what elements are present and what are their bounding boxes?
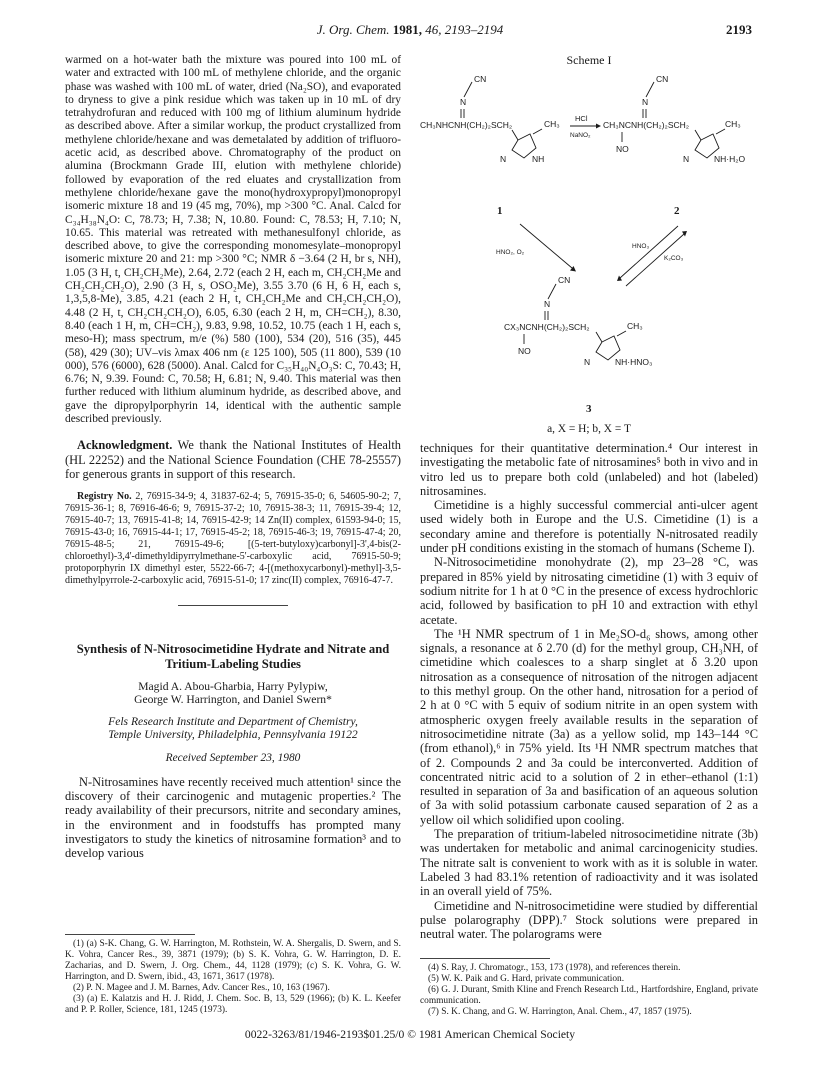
reagent-hcl: HCl	[575, 114, 588, 123]
reaction-scheme	[420, 54, 758, 437]
nitrogen-label: N	[584, 357, 591, 367]
nitroso-label: NO	[616, 144, 629, 154]
compound-3-structure	[504, 275, 652, 415]
nh-label: NH	[532, 154, 545, 164]
scheme-caption: a, X = H; b, X = T	[547, 423, 631, 435]
body-paragraph: The ¹H NMR spectrum of 1 in Me₂SO-d₆ shows, among other signals, a resonance at δ 2.70 (d) for the methyl group, CH₃NH, of cimetidine which coalesces to a sharp singlet at δ 3.20 upon nitrosation as a consequence of nitrosation of the nitrogen adjacent to this methyl group. On the other hand, nitrosation for a period of 2 h at 0 °C with 5 equiv of sodium nitrite in an open system with atmospheric oxygen freely available results in the separation of nitrosocimetidine nitrate (3a) as a yellow solid, mp 143–144 °C (from ethanol),⁶ in 75% yield. Its ¹H NMR spectrum matches that of 2. Compounds 2 and 3a could be interconverted. Addition of concentrated nitric acid to a solution of 2 in ether–ethanol (1:1) resulted in separation of 3a and basification of an aqueous solution of 3a with solid potassium carbonate caused separation of 2 as a yellow oil which solidified upon cooling.	[420, 626, 758, 827]
footnote-divider	[420, 958, 550, 959]
footnote: (5) W. K. Paik and G. Hard, private communication.	[428, 974, 625, 984]
authors-line: George W. Harrington, and Daniel Swern*	[134, 693, 332, 707]
footnote: (6) G. J. Durant, Smith Kline and French Research Ltd., Hartfordshire, England, private communication.	[420, 985, 758, 1006]
nitrogen-label: N	[500, 154, 507, 164]
nitroso-label: NO	[518, 346, 531, 356]
hydrate-label: NH·H₂O	[714, 154, 746, 164]
body-paragraph: techniques for their quantitative determination.⁴ Our interest in investigating the metabolic fate of nitrosamines⁵ both in vivo and in vitro led us to prepare both cold (unlabeled) and hot (labeled) nitrosamines.	[420, 441, 758, 498]
nitrogen-label: N	[683, 154, 690, 164]
received-date: Received September 23, 1980	[165, 751, 301, 764]
footnote: (2) P. N. Magee and J. M. Barnes, Adv. Cancer Res., 10, 163 (1967).	[73, 983, 330, 993]
footnote: (4) S. Ray, J. Chromatogr., 153, 173 (1978), and references therein.	[428, 963, 681, 973]
side-chain-label: CX₃NCNH(CH₂)₂SCH₂	[504, 322, 590, 332]
intro-paragraph: N-Nitrosamines have recently received much attention¹ since the discovery of their carcinogenic and mutagenic properties.² The ready availability of their precursors, nitrite and secondary amines, in the environment and in foodstuffs has prompted many investigators to study the kinetics of nitrosamine formation³ and to develop various	[65, 774, 401, 861]
section-divider	[178, 605, 288, 606]
compound-1-label: 1	[497, 205, 503, 217]
arrow-2-3-interconversion	[617, 226, 687, 286]
registry-text: 2, 76915-34-9; 4, 31837-62-4; 5, 76915-35-0; 6, 54605-90-2; 7, 76915-36-1; 8, 76916-46-6; 9, 76915-37-2; 10, 76915-38-3; 11, 76915-39-4; 12, 76915-40-7; 13, 76915-41-8; 14, 76915-42-9; 14 Zn(II) complex, 61593-94-0; 15, 76915-43-0; 16, 76915-44-1; 17, 76915-45-2; 18, 76915-46-3; 19, 76915-47-4; 20, 76915-48-5; 21, 76915-49-6; [(5-tert-butyloxy)carbonyl]-3',4-bis(2-chloroethyl)-3,4'-dimethyldipyrrylmethane-5'-carboxylic acid, 76915-50-9; protoporphyrin IX dimethyl ester, 5522-66-7; 4-[(methoxycarbonyl)-methyl]-3,5-dimethylpyrrole-2-carboxylic acid, 76915-51-0; 17 zinc(II) complex, 76916-47-7.	[65, 490, 402, 586]
body-paragraph: Cimetidine is a highly successful commercial anti-ulcer agent used widely both in Europe and the U.S. Cimetidine (1) is a secondary amine and therefore is potentially N-nitrosated readily under pH conditions existing in the stomach of humans (Scheme I).	[420, 498, 758, 556]
affiliation-line: Fels Research Institute and Department of Chemistry,	[108, 714, 358, 728]
affiliation	[65, 715, 401, 742]
scheme-drawing	[420, 54, 758, 437]
reagent-hno3: HNO₃	[632, 243, 650, 250]
left-column	[65, 54, 401, 861]
footnote: (7) S. K. Chang, and G. W. Harrington, Anal. Chem., 47, 1857 (1975).	[428, 1007, 692, 1017]
scheme-title: Scheme I	[566, 53, 612, 67]
authors-line: Magid A. Abou-Gharbia, Harry Pylypiw,	[138, 679, 328, 693]
footnote: (3) (a) E. Kalatzis and H. J. Ridd, J. Chem. Soc. B, 13, 529 (1966); (b) K. L. Keefer and P. P. Roller, Science, 181, 1245 (1973).	[65, 994, 401, 1015]
ack-text: We thank the National Institutes of Health (HL 22252) and the National Science Foundation (CHE 78-25557) for generous grants in support of this research.	[65, 438, 402, 481]
registry-numbers	[65, 491, 401, 587]
compound-2-label: 2	[674, 205, 680, 217]
acknowledgment	[65, 438, 401, 481]
article-intro	[65, 775, 401, 861]
journal-volume: 46,	[425, 22, 442, 37]
arrow-1-to-2	[570, 114, 601, 139]
page-footer: 0022-3263/81/1946-2193$01.25/0 © 1981 American Chemical Society	[244, 1028, 576, 1041]
methyl-label: CH₃	[544, 119, 560, 129]
compound-1-structure	[420, 74, 560, 217]
side-chain-label: CH₃NHCNH(CH₂)₂SCH₂	[420, 120, 513, 130]
nitrate-salt-label: NH·HNO₃	[615, 357, 653, 367]
experimental-continuation: warmed on a hot-water bath the mixture was poured into 100 mL of water and extracted with 100 mL of methylene chloride, and the organic phase was washed with 100 mL of water, dried (Na₂SO), and evaporated to dryness to give a pink residue which was taken up in 10 mL of dry tetrahydrofuran and reduced with 100 mg of lithium aluminum hydride as described above. After a similar workup, the product crystallized from methylene chloride/hexane and was demetalated by addition of trifluoro-acetic acid, as described above. Chromatography of the product on alumina (Brockmann Grade III, elution with methylene chloride) followed by evaporation of the red eluates and crystallization from methylene chloride/hexane gave the mono(hydroxypropyl)monopropyl isomeric mixture 18 and 19 (45 mg, 70%), mp >300 °C. Anal. Calcd for C₃₄H₃₈N₄O: C, 78.73; H, 7.38; N, 10.80. Found: C, 78.53; H, 7.10; N, 10.65. This material was retreated with methanesulfonyl chloride, as described above, to give the corresponding monomesylate–monopropyl isomeric mixture 20 and 21: mp >300 °C; NMR δ −3.64 (2 H, br s, NH), 1.05 (3 H, t, CH₂CH₂Me), 2.64, 2.72 (each 2 H, each m, CH₂CH₂Me and CH₂CH₂CH₂O), 2.90 (3 H, s, OSO₂Me), 3.55 3.70 (6 H, 6 H, each s, 1,3,5,8-Me), 3.85, 4.21 (each 2 H, t, CH₂CH₂Me and CH₂CH₂CH₂O), 4.48 (2 H, t, CH₂CH₂CH₂O), 6.05, 6.30 (each 2 H, m, CH=CH₂), 8.30, 8.40 (each 1 H, m, CH=CH₂), 9.83, 9.98, 10.52, 10.75 (each 1 H, each s, meso-H); mass spectrum, m/e (%) 580 (100), 534 (20), 516 (35), 445 (58), 429 (30); UV–vis λmax 406 nm (ε 125 100), 505 (11 800), 539 (10 000), 576 (6000), 628 (5000). Anal. Calcd for C₃₅H₄₀N₄O₃S: C, 70.43; H, 6.76; N, 9.39. Found: C, 70.58; H, 6.81; N, 9.40. This material was then further reduced with lithium aluminum hydride, as described above, and gave the dipropylporphyrin 14, identical with the authentic sample described previously.	[65, 54, 401, 426]
footnote-divider	[65, 934, 195, 935]
body-paragraph: Cimetidine and N-nitrosocimetidine were studied by differential pulse polarography (DPP).⁷ Stock solutions were prepared in neutral water. The polarograms were	[420, 898, 758, 942]
cyano-label: CN	[558, 275, 571, 285]
ack-heading: Acknowledgment.	[77, 438, 173, 453]
nitrogen-label: N	[460, 97, 467, 107]
nitrogen-label: N	[642, 97, 649, 107]
cyano-label: CN	[474, 74, 487, 84]
methyl-label: CH₃	[627, 321, 643, 331]
arrow-1-to-3	[496, 224, 576, 272]
cyano-label: CN	[656, 74, 669, 84]
methyl-label: CH₃	[725, 119, 741, 129]
running-head	[0, 22, 820, 40]
nitrogen-label: N	[544, 299, 551, 309]
body-paragraph: The preparation of tritium-labeled nitrosocimetidine nitrate (3b) was undertaken for metabolic and animal carcinogenicity studies. The nitrate salt is convenient to work with as it is soluble in water. Labeled 3 had 83.1% retention of radioactivity and it was isolated in an overall yield of 75%.	[420, 827, 758, 899]
body-paragraph: N-Nitrosocimetidine monohydrate (2), mp 23–28 °C, was prepared in 85% yield by nitrosating cimetidine (1) with 3 equiv of sodium nitrite for 1 h at 0 °C in the presence of excess hydrochloric acid, followed by basification to pH 10 and extraction with ethyl acetate.	[420, 555, 758, 627]
journal-name: J. Org. Chem.	[316, 22, 390, 37]
affiliation-line: Temple University, Philadelphia, Pennsylvania 19122	[108, 728, 358, 742]
footnotes-right	[420, 958, 758, 1018]
compound-2-structure	[603, 74, 746, 217]
reagent-hno2-o2: HNO₂, O₂	[496, 249, 525, 256]
journal-pages: 2193–2194	[444, 22, 504, 37]
author-list	[65, 680, 401, 707]
reagent-nano2: NaNO₂	[570, 132, 591, 139]
footnote: (1) (a) S-K. Chang, G. W. Harrington, M. Rothstein, W. A. Shergalis, D. Swern, and S. K. Vohra, Cancer Res., 39, 3871 (1979); (b) S. K. Vohra, G. W. Harrington, D. E. Zacharias, and D. Swern, J. Org. Chem., 44, 1128 (1979); (c) S. K. Vohra, G. W. Harrington, and D. Swern, ibid., 43, 1671, 3617 (1978).	[65, 939, 401, 982]
journal-citation	[0, 22, 820, 38]
article-title: Synthesis of N-Nitrosocimetidine Hydrate and Nitrate and Tritium-Labeling Studies	[76, 641, 390, 671]
page-number: 2193	[726, 22, 752, 37]
registry-heading: Registry No.	[77, 490, 132, 502]
article-body	[420, 441, 758, 941]
footnotes-left	[65, 934, 401, 1016]
right-column	[420, 54, 758, 941]
reagent-k2co3: K₂CO₃	[664, 255, 684, 262]
side-chain-label: CH₃NCNH(CH₂)₂SCH₂	[603, 120, 690, 130]
compound-3-label: 3	[586, 403, 592, 415]
journal-year: 1981,	[392, 22, 423, 37]
